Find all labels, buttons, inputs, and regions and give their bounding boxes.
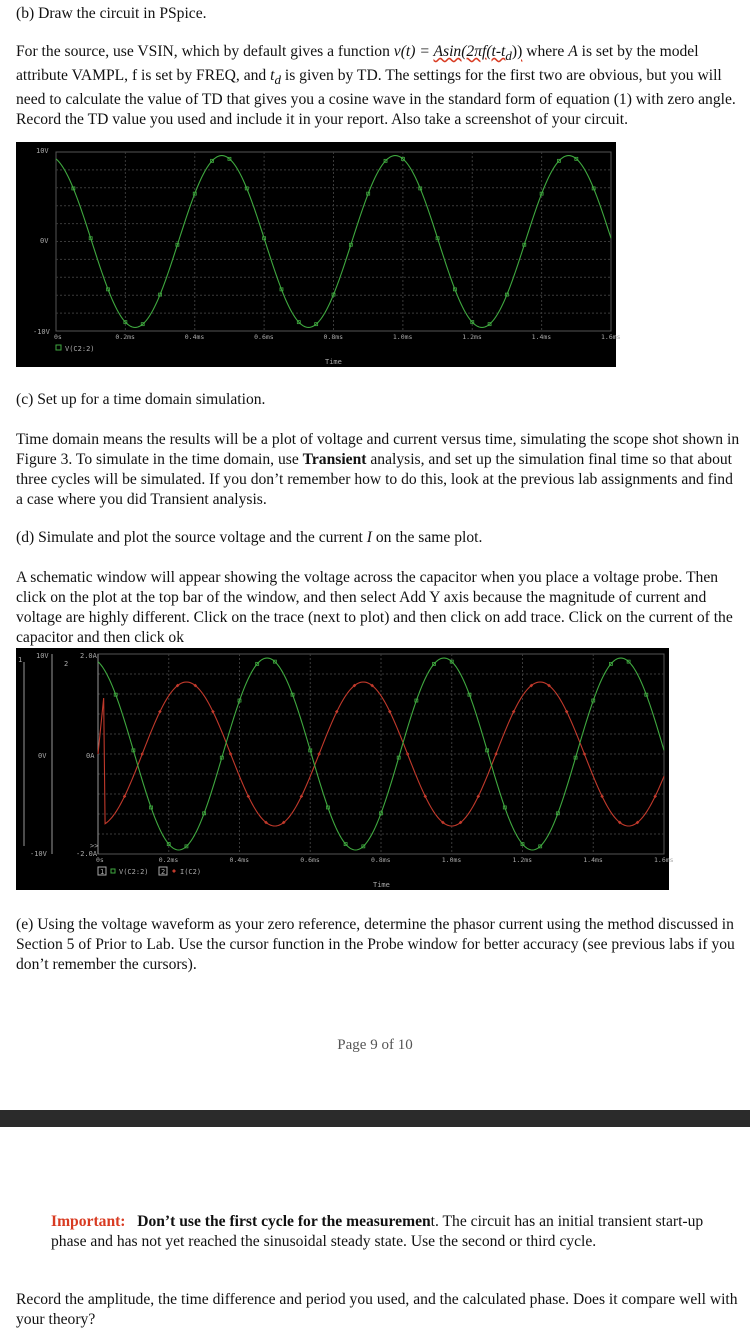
- x-tick-label: 0.2ms: [115, 333, 135, 341]
- heading-part-d: (d) Simulate and plot the source voltage and the current I on the same plot.: [16, 529, 483, 546]
- x-axis-label: Time: [373, 881, 390, 889]
- y-tick-mid: 0V: [40, 237, 49, 245]
- y1-tick-top: 10V: [36, 652, 49, 660]
- legend-voltage: V(C2:2): [119, 868, 149, 876]
- heading-part-c: (c) Set up for a time domain simulation.: [16, 391, 266, 408]
- voltage-current-plot-svg: [16, 648, 674, 890]
- x-axis-label: Time: [325, 358, 342, 366]
- important-note: Important: Don’t use the first cycle for the measurement. The circuit has an initial transient start-up phase and has not yet reached the sinusoidal steady state. Use the second or third cycle.: [51, 1213, 704, 1250]
- x-tick-label: 0s: [96, 856, 104, 864]
- x-tick-label: 0.2ms: [158, 856, 179, 864]
- x-tick-label: 0.8ms: [323, 333, 344, 341]
- x-tick-label: 1.4ms: [583, 856, 603, 864]
- legend2-box-number: 2: [161, 868, 166, 876]
- paragraph-part-b: For the source, use VSIN, which by default gives a function $v(t) = Asin(2\pi f(t-t_d))$ where A is set by the model attribute VAMPL, f is set by FREQ, and $t_d$ is given by TD. The settings for the first two are obvious, but you will need to calculate the value of TD that gives you a cosine wave in the standard form of equation (1) with zero angle. Record the TD value you used and include it in your report. Also take a screenshot of your circuit.: [16, 43, 736, 129]
- record-instructions: Record the amplitude, the time difference and period you used, and the calculated phase. Does it compare well with your theory?: [16, 1291, 738, 1328]
- y-tick-bottom: -10V: [33, 328, 50, 336]
- voltage-plot-screenshot: [16, 142, 621, 367]
- x-tick-label: 0.4ms: [229, 856, 250, 864]
- voltage-current-plot-screenshot: [16, 648, 674, 890]
- x-tick-label: 1.4ms: [531, 333, 552, 341]
- x-tick-label: 0s: [54, 333, 62, 341]
- axis2-number: 2: [64, 660, 69, 668]
- x-tick-label: 0.4ms: [184, 333, 205, 341]
- paragraph-part-d: A schematic window will appear showing the voltage across the capacitor when you place a voltage probe. Then click on the plot at the top bar of the window, and then select Add Y axis because the magnitude of current and voltage are highly different. Click on the trace (next to plot) and then click on add trace. Click on the current of the capacitor and then click ok: [16, 569, 733, 646]
- x-tick-label: 1.2ms: [512, 856, 533, 864]
- x-tick-label: 1.6ms: [601, 333, 621, 341]
- x-tick-label: 1.6ms: [654, 856, 674, 864]
- axis-arrows: >>: [90, 842, 99, 850]
- x-tick-label: 0.8ms: [371, 856, 391, 864]
- voltage-plot-svg: [16, 142, 621, 367]
- legend1-box-number: 1: [100, 868, 105, 876]
- paragraph-part-e: (e) Using the voltage waveform as your zero reference, determine the phasor current using the method discussed in Section 5 of Prior to Lab. Use the cursor function in the Probe window for better accuracy (see previous labs if you don’t remember the cursors).: [16, 916, 735, 973]
- x-tick-label: 1.2ms: [462, 333, 482, 341]
- legend-current: I(C2): [180, 868, 202, 876]
- x-tick-label: 1.0ms: [392, 333, 413, 341]
- x-tick-label: 0.6ms: [254, 333, 274, 341]
- y1-tick-mid: 0V: [38, 752, 47, 760]
- heading-part-b: (b) Draw the circuit in PSpice.: [16, 5, 207, 22]
- page-separator: [0, 1110, 750, 1127]
- legend-voltage: V(C2:2): [65, 345, 95, 353]
- x-tick-label: 0.6ms: [300, 856, 320, 864]
- page-number: Page 9 of 10: [337, 1037, 413, 1053]
- axis1-number: 1: [18, 656, 23, 664]
- y2-tick-bottom: -2.0A: [76, 850, 98, 858]
- y2-tick-top: 2.0A: [80, 652, 97, 660]
- y-tick-top: 10V: [36, 147, 49, 155]
- paragraph-part-c: Time domain means the results will be a plot of voltage and current versus time, simulating the scope shot shown in Figure 3. To simulate in the time domain, use Transient analysis, and set up the simulation final time so that about three cycles will be simulated. If you don’t remember how to do this, look at the previous lab assignments and find a case where you did Transient analysis.: [16, 431, 740, 508]
- y1-tick-bottom: -10V: [30, 850, 47, 858]
- y2-tick-mid: 0A: [86, 752, 95, 760]
- x-tick-label: 1.0ms: [441, 856, 462, 864]
